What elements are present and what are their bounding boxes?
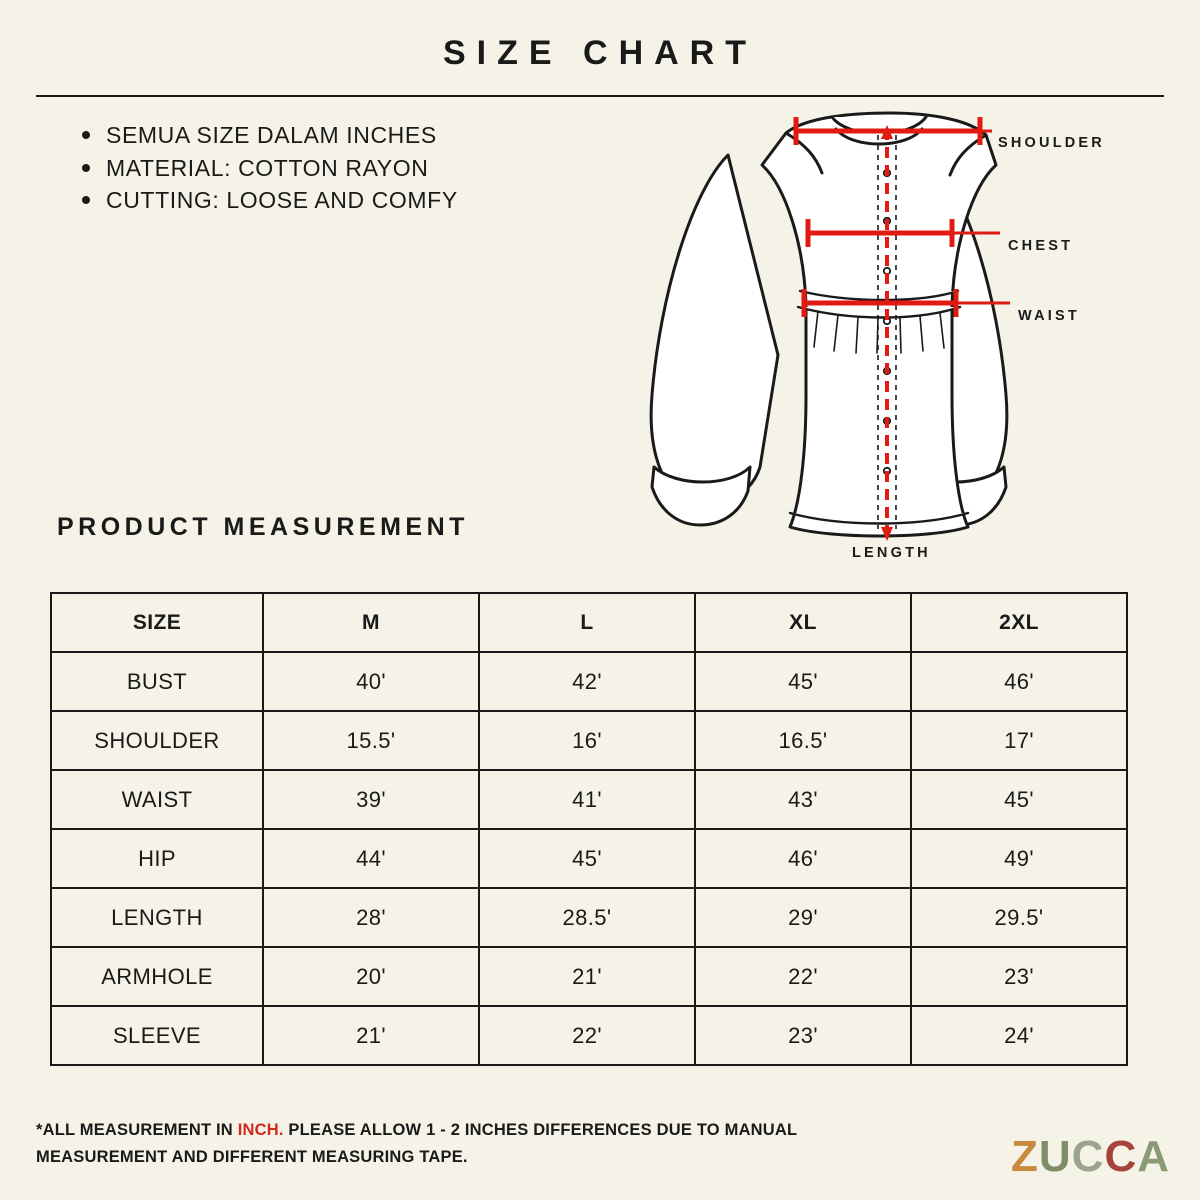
row-label: BUST [51,652,263,711]
table-row [51,947,1127,1006]
cell-value: 41' [479,770,695,829]
note-highlight: INCH. [237,1121,284,1139]
brand-letter-z: Z [1010,1132,1039,1181]
cell-value: 16' [479,711,695,770]
cell-value: 16.5' [695,711,911,770]
garment-illustration [600,95,1180,585]
column-header-m: M [263,593,479,652]
cell-value: 23' [911,947,1127,1006]
table-row [51,770,1127,829]
column-header-xl: XL [695,593,911,652]
cell-value: 46' [695,829,911,888]
cell-value: 20' [263,947,479,1006]
cell-value: 22' [695,947,911,1006]
column-header-2xl: 2XL [911,593,1127,652]
cell-value: 45' [695,652,911,711]
brand-logo [1011,1132,1170,1182]
list-item: CUTTING: LOOSE AND COMFY [78,184,1164,217]
table-row [51,711,1127,770]
note-part-2: PLEASE ALLOW 1 - 2 INCHES DIFFERENCES DUE TO MANUAL MEASUREMENT AND DIFFERENT MEASURING TAPE. [36,1121,798,1167]
page-title: SIZE CHART [443,34,757,72]
column-header-l: L [479,593,695,652]
cell-value: 29' [695,888,911,947]
cell-value: 39' [263,770,479,829]
cell-value: 43' [695,770,911,829]
cell-value: 28' [263,888,479,947]
row-label: SHOULDER [51,711,263,770]
label-chest: CHEST [1008,238,1074,254]
label-length: LENGTH [852,545,931,561]
brand-letter-a: A [1137,1132,1170,1181]
row-label: ARMHOLE [51,947,263,1006]
row-label: WAIST [51,770,263,829]
column-header-size: SIZE [51,593,263,652]
cell-value: 42' [479,652,695,711]
row-label: LENGTH [51,888,263,947]
table-header-row [51,593,1127,652]
row-label: HIP [51,829,263,888]
row-label: SLEEVE [51,1006,263,1065]
table-row [51,888,1127,947]
cell-value: 40' [263,652,479,711]
cell-value: 15.5' [263,711,479,770]
table-row [51,652,1127,711]
cell-value: 28.5' [479,888,695,947]
table-row [51,1006,1127,1065]
cell-value: 17' [911,711,1127,770]
label-shoulder: SHOULDER [998,135,1105,151]
cell-value: 45' [911,770,1127,829]
brand-letter-u: U [1038,1132,1072,1181]
cell-value: 49' [911,829,1127,888]
cell-value: 44' [263,829,479,888]
table-row [51,829,1127,888]
note-part-1: *ALL MEASUREMENT IN [36,1121,238,1139]
section-title-product-measurement: PRODUCT MEASUREMENT [57,513,469,541]
cell-value: 23' [695,1006,911,1065]
brand-letter-c1: C [1071,1132,1105,1181]
size-measurement-table [50,592,1128,1066]
list-item: SEMUA SIZE DALAM INCHES [78,119,1164,152]
disclaimer-note [36,1117,856,1171]
brand-letter-c2: C [1104,1132,1138,1181]
label-waist: WAIST [1018,308,1080,324]
cell-value: 21' [263,1006,479,1065]
cell-value: 45' [479,829,695,888]
list-item: MATERIAL: COTTON RAYON [78,152,1164,185]
cell-value: 24' [911,1006,1127,1065]
cell-value: 22' [479,1006,695,1065]
cell-value: 29.5' [911,888,1127,947]
cell-value: 46' [911,652,1127,711]
cell-value: 21' [479,947,695,1006]
blouse-technical-drawing [600,95,1180,585]
